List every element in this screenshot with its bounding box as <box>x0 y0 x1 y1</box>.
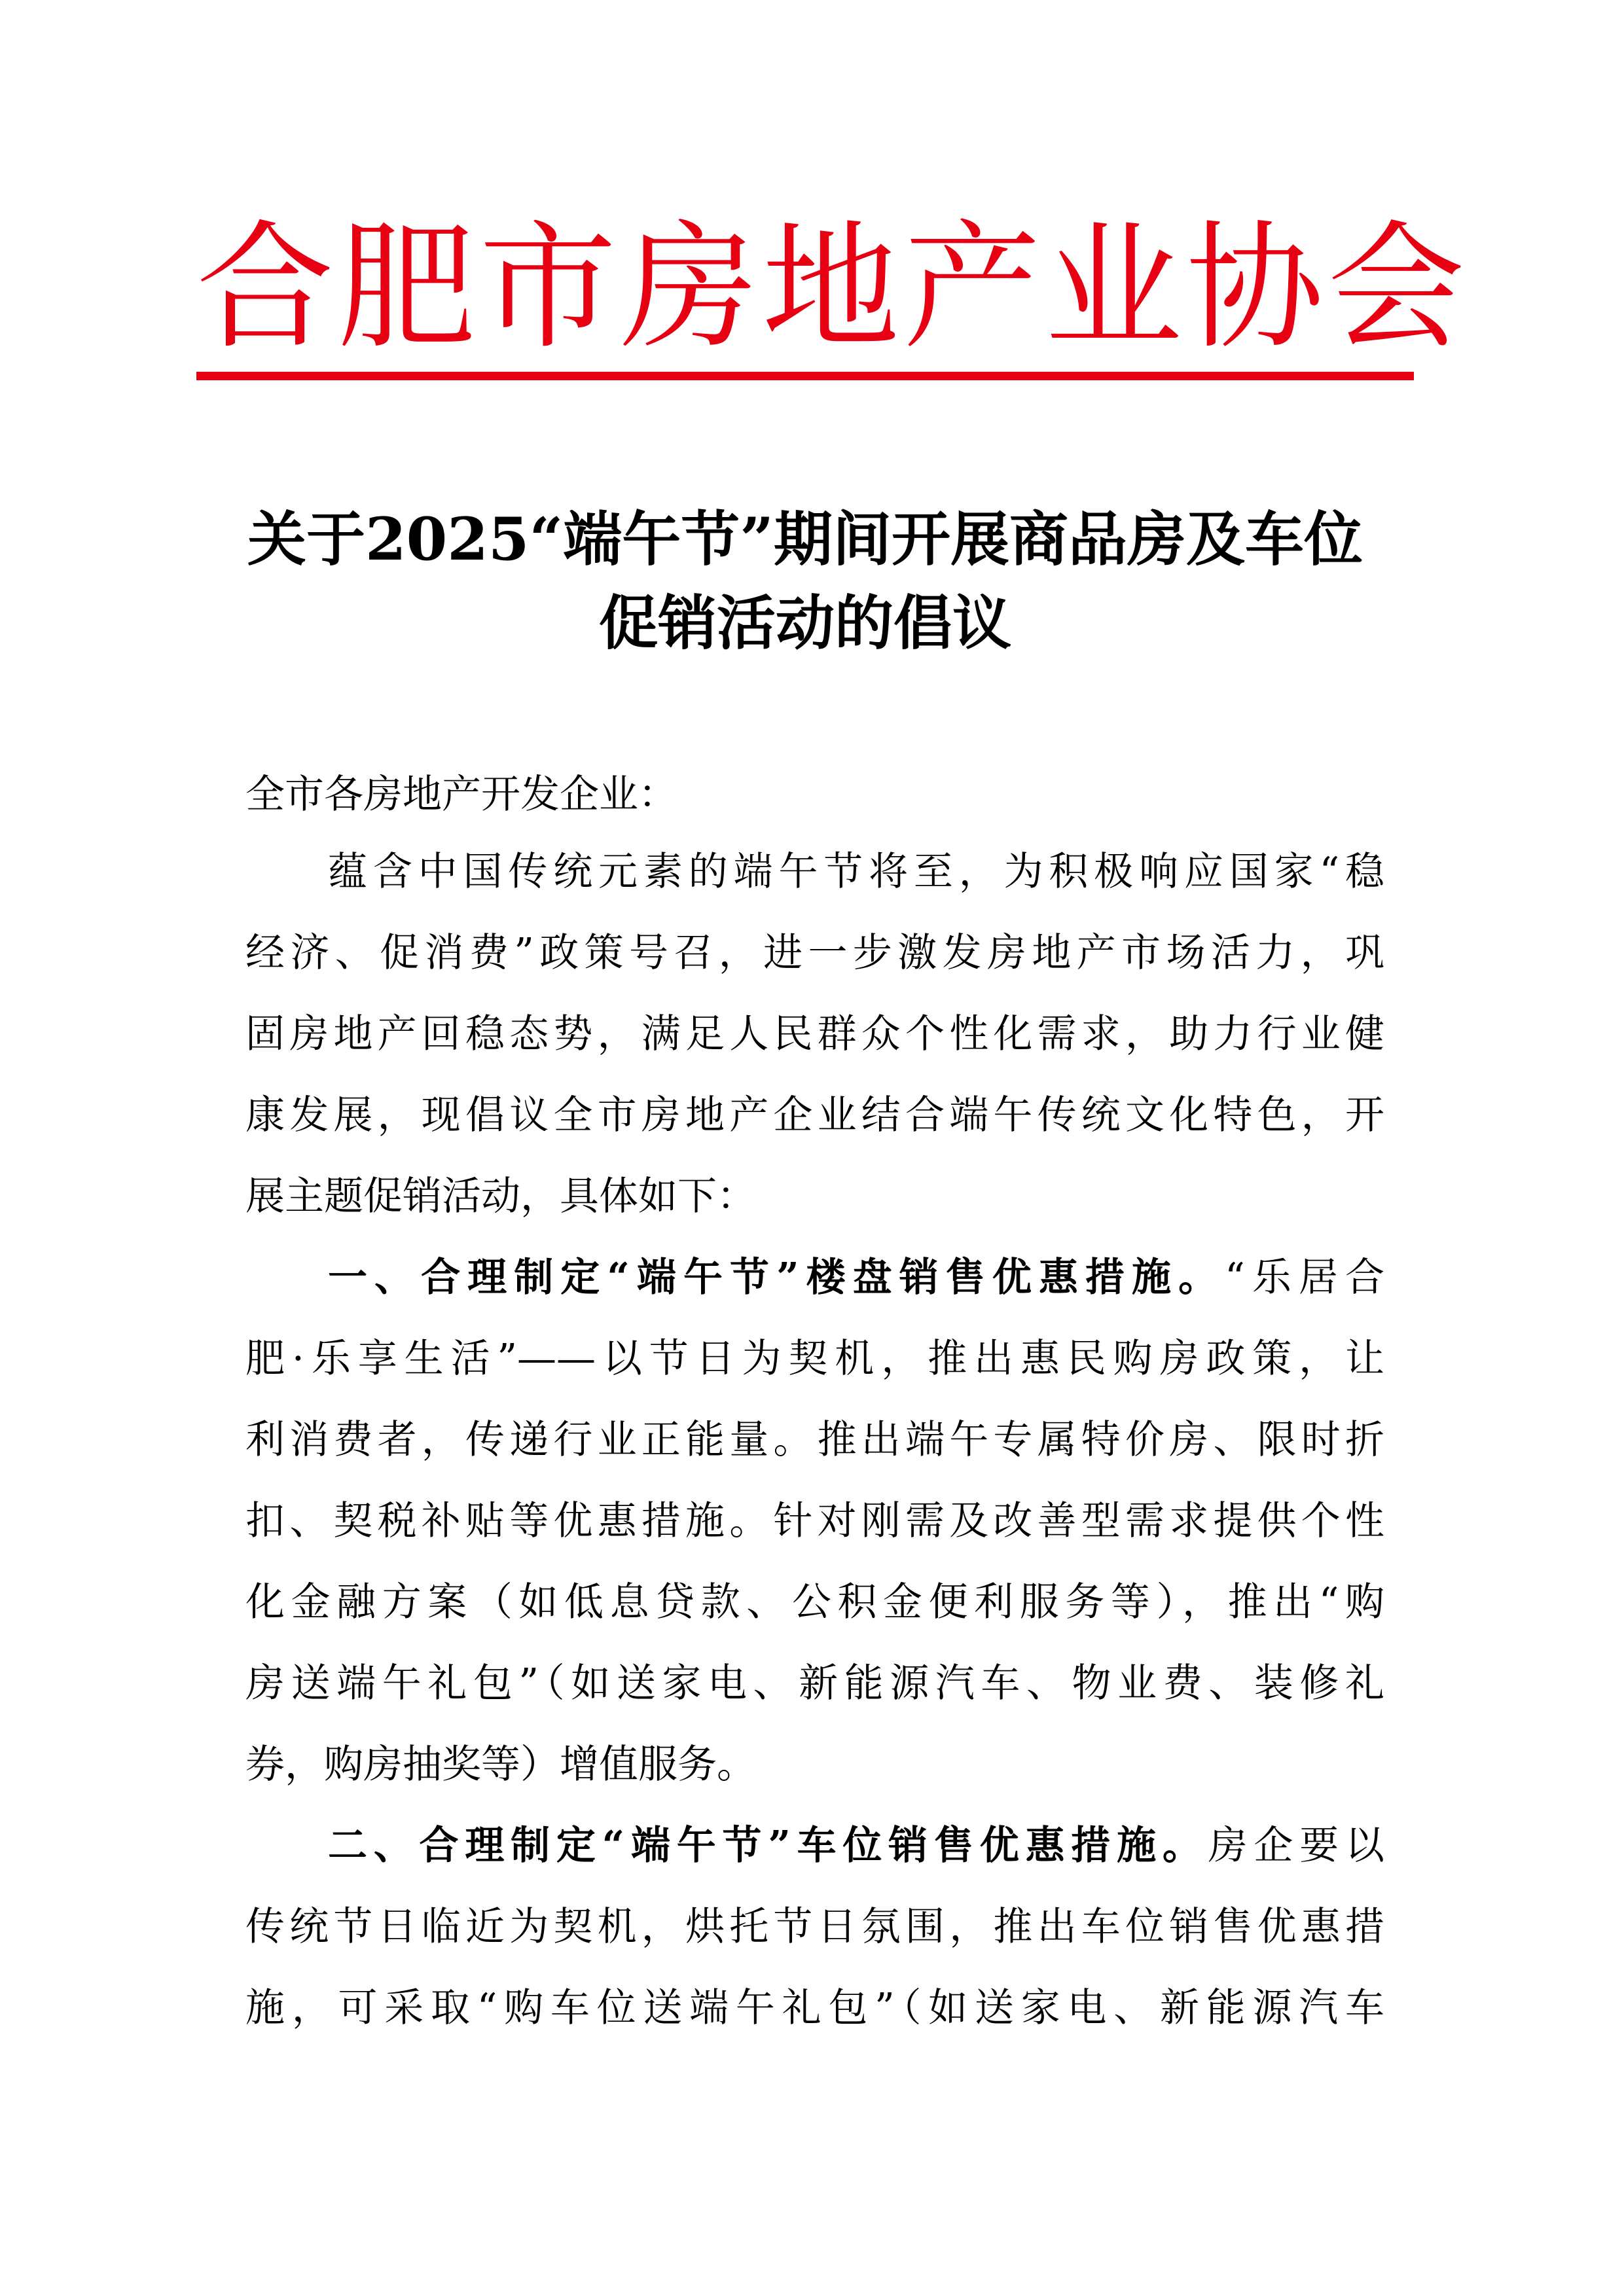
body-line: 经济、促消费”政策号召，进一步激发房地产市场活力，巩 <box>245 930 1384 976</box>
section-one-heading: 一、合理制定“端午节”楼盘销售优惠措施。 <box>328 1255 1225 1300</box>
document-body <box>245 831 1384 2049</box>
body-line: 传统节日临近为契机，烘托节日氛围，推出车位销售优惠措 <box>245 1904 1384 1950</box>
body-line: 蕴含中国传统元素的端午节将至，为积极响应国家“稳 <box>328 849 1384 895</box>
salutation: 全市各房地产开发企业： <box>245 772 677 817</box>
section-two-first-line <box>245 1805 1384 1886</box>
body-line: 展主题促销活动，具体如下： <box>245 1174 756 1219</box>
section-one-first-line <box>245 1237 1384 1318</box>
body-line: 施，可采取“购车位送端午礼包”（如送家电、新能源汽车 <box>245 1985 1384 2031</box>
body-line: 肥·乐享生活”——以节日为契机，推出惠民购房政策，让 <box>245 1336 1384 1382</box>
document-title-line-1: 关于2025“端午节”期间开展商品房及车位 <box>247 505 1363 574</box>
body-line: 利消费者，传递行业正能量。推出端午专属特价房、限时折 <box>245 1417 1384 1463</box>
body-line: 康发展，现倡议全市房地产企业结合端午传统文化特色，开 <box>245 1092 1384 1138</box>
body-line: 券，购房抽奖等）增值服务。 <box>245 1742 756 1787</box>
org-letterhead-title: 合肥市房地产业协会 <box>196 207 1470 368</box>
body-line: 固房地产回稳态势，满足人民群众个性化需求，助力行业健 <box>245 1011 1384 1057</box>
body-line: 化金融方案（如低息贷款、公积金便利服务等），推出“购 <box>245 1579 1384 1625</box>
body-line: 房送端午礼包”（如送家电、新能源汽车、物业费、装修礼 <box>245 1660 1384 1706</box>
document-title-line-2: 促销活动的倡议 <box>599 588 1011 658</box>
document-title <box>216 497 1394 665</box>
letterhead-red-rule <box>196 372 1414 380</box>
section-two-lead: 房企要以 <box>1208 1823 1384 1869</box>
body-line: 扣、契税补贴等优惠措施。针对刚需及改善型需求提供个性 <box>245 1498 1384 1544</box>
section-one-lead: “乐居合 <box>1225 1255 1384 1300</box>
section-two-heading: 二、合理制定“端午节”车位销售优惠措施。 <box>328 1823 1208 1869</box>
